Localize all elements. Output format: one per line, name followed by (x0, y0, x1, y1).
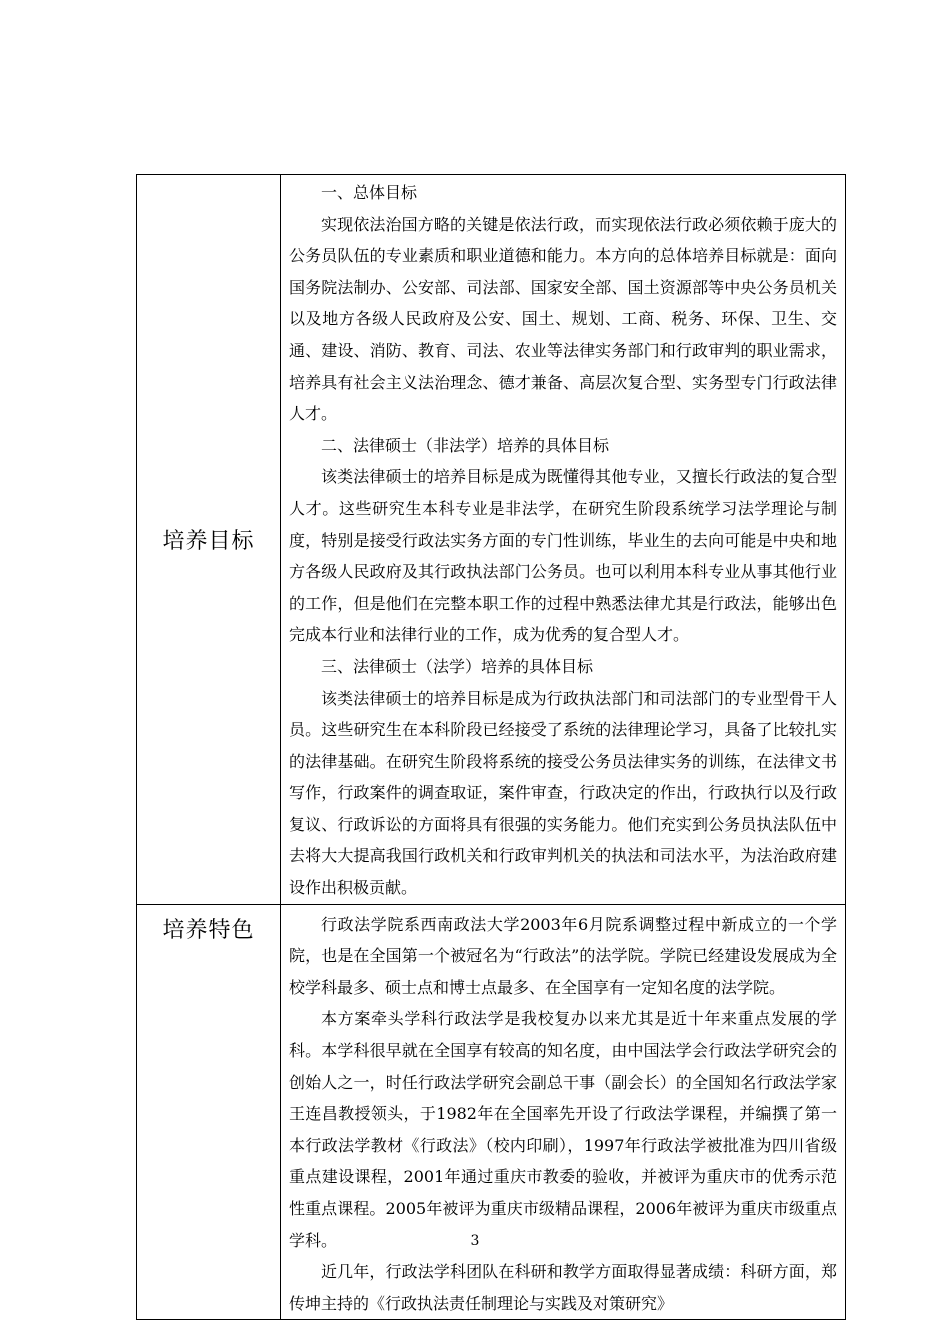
content-table (136, 174, 846, 1320)
row-content-training-features (281, 904, 846, 1320)
paragraph-discipline-history: 本方案牵头学科行政法学是我校复办以来尤其是近十年来重点发展的学科。本学科很早就在全国享有较高的知名度，由中国法学会行政法学研究会的创始人之一，时任行政法学研究会副总干事（副会长）的全国知名行政法学家王连昌教授领头，于1982年在全国率先开设了行政法学课程，并编撰了第一本行政法学教材《行政法》（校内印刷），1997年行政法学被批准为四川省级重点建设课程，2001年通过重庆市教委的验收，并被评为重庆市的优秀示范性重点课程。2005年被评为重庆市级精品课程，2006年被评为重庆市级重点学科。 (289, 1009, 837, 1250)
section-heading-overall-goal: 一、总体目标 (321, 183, 418, 202)
table-row-training-goals (137, 175, 846, 905)
paragraph-non-law-goal: 该类法律硕士的培养目标是成为既懂得其他专业，又擅长行政法的复合型人才。这些研究生本科专业是非法学，在研究生阶段系统学习法学理论与制度，特别是接受行政法实务方面的专门性训练，毕业生的去向可能是中央和地方各级人民政府及其行政执法部门公务员。也可以利用本科专业从事其他行业的工作，但是他们在完整本职工作的过程中熟悉法律尤其是行政法，能够出色完成本行业和法律行业的工作，成为优秀的复合型人才。 (289, 467, 837, 645)
paragraph-recent-achievements: 近几年，行政法学科团队在科研和教学方面取得显著成绩：科研方面，郑传坤主持的《行政执法责任制理论与实践及对策研究》 (289, 1262, 837, 1313)
row-content-training-goals (281, 175, 846, 905)
row-label-training-features: 培养特色 (137, 904, 281, 1320)
page-number: 3 (470, 1233, 480, 1249)
row-label-training-goals: 培养目标 (137, 175, 281, 905)
paragraph-school-intro: 行政法学院系西南政法大学2003年6月院系调整过程中新成立的一个学院，也是在全国第一个被冠名为“行政法”的法学院。学院已经建设发展成为全校学科最多、硕士点和博士点最多、在全国享有一定知名度的法学院。 (289, 914, 837, 997)
section-heading-law-goal: 三、法律硕士（法学）培养的具体目标 (321, 656, 594, 676)
section-heading-non-law-goal: 二、法律硕士（非法学）培养的具体目标 (321, 435, 610, 455)
paragraph-law-goal: 该类法律硕士的培养目标是成为行政执法部门和司法部门的专业型骨干人员。这些研究生在本科阶段已经接受了系统的法律理论学习，具备了比较扎实的法律基础。在研究生阶段将系统的接受公务员法律实务的训练，在法律文书写作，行政案件的调查取证，案件审查，行政决定的作出，行政执行以及行政复议、行政诉讼的方面将具有很强的实务能力。他们充实到公务员执法队伍中去将大大提高我国行政机关和行政审判机关的执法和司法水平，为法治政府建设作出积极贡献。 (289, 688, 837, 898)
table-row-training-features (137, 904, 846, 1320)
paragraph-overall-goal: 实现依法治国方略的关键是依法行政，而实现依法行政必须依赖于庞大的公务员队伍的专业素质和职业道德和能力。本方向的总体培养目标就是：面向国务院法制办、公安部、司法部、国家安全部、国土资源部等中央公务员机关以及地方各级人民政府及公安、国土、规划、工商、税务、环保、卫生、交通、建设、消防、教育、司法、农业等法律实务部门和行政审判的职业需求，培养具有社会主义法治理念、德才兼备、高层次复合型、实务型专门行政法律人才。 (289, 214, 837, 424)
